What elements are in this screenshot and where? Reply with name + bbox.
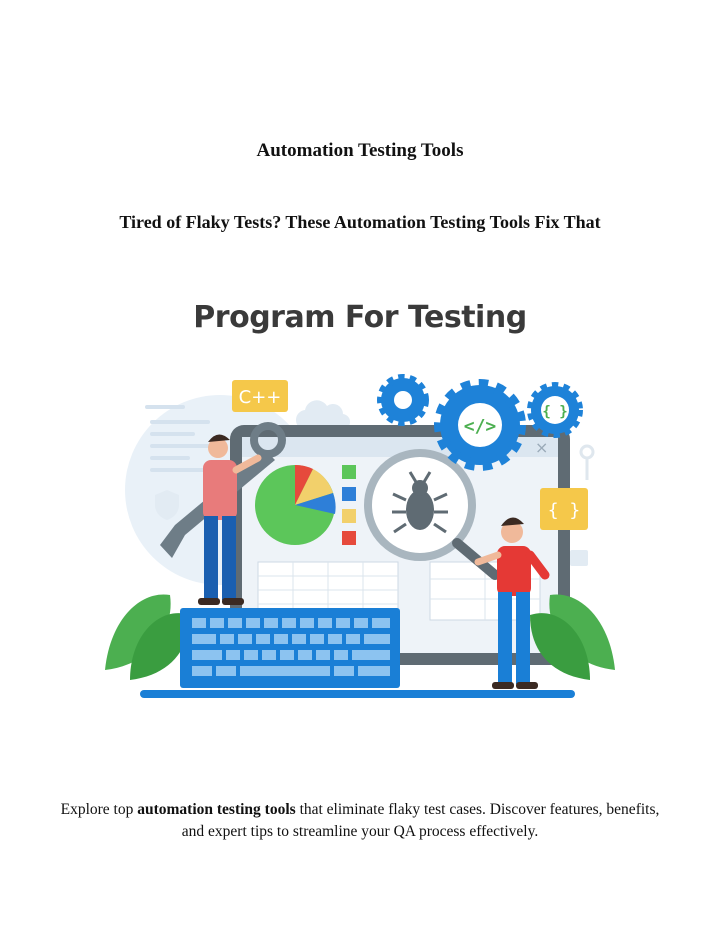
desk-line — [140, 690, 575, 698]
cpp-badge-label: C++ — [238, 387, 282, 408]
key-icon — [581, 446, 593, 480]
keyboard-graphic — [180, 608, 400, 688]
testing-illustration — [100, 300, 620, 710]
close-icon: × — [535, 438, 549, 457]
gear-code-label: </> — [463, 416, 497, 437]
gear-braces-icon — [531, 386, 579, 434]
description-text-start: Explore top — [60, 800, 138, 818]
braces-badge — [540, 488, 588, 530]
description-keyword: automation testing tools — [137, 800, 296, 818]
leaf-left-icon — [105, 594, 190, 680]
legend-square-green — [342, 465, 356, 479]
description-text-end: that eliminate flaky test cases. Discover features, benefits, and expert tips to streamline your QA process effectively. — [181, 800, 660, 840]
illustration-graphic — [100, 300, 620, 710]
legend-square-yellow — [342, 509, 356, 523]
gear-icon — [381, 378, 425, 422]
page-title: Automation Testing Tools — [256, 140, 464, 161]
legend-square-blue — [342, 487, 356, 501]
legend-square-red — [342, 531, 356, 545]
page-subtitle: Tired of Flaky Tests? These Automation Testing Tools Fix That — [119, 212, 601, 232]
pie-chart-graphic — [255, 465, 336, 545]
gear-braces-label: { } — [542, 404, 568, 420]
page-description — [60, 799, 660, 843]
braces-badge-label: { } — [547, 500, 581, 521]
cpp-badge — [232, 380, 288, 412]
gear-code-icon — [440, 385, 520, 465]
illustration-heading: Program For Testing — [193, 300, 527, 335]
lock-icon — [570, 550, 588, 566]
